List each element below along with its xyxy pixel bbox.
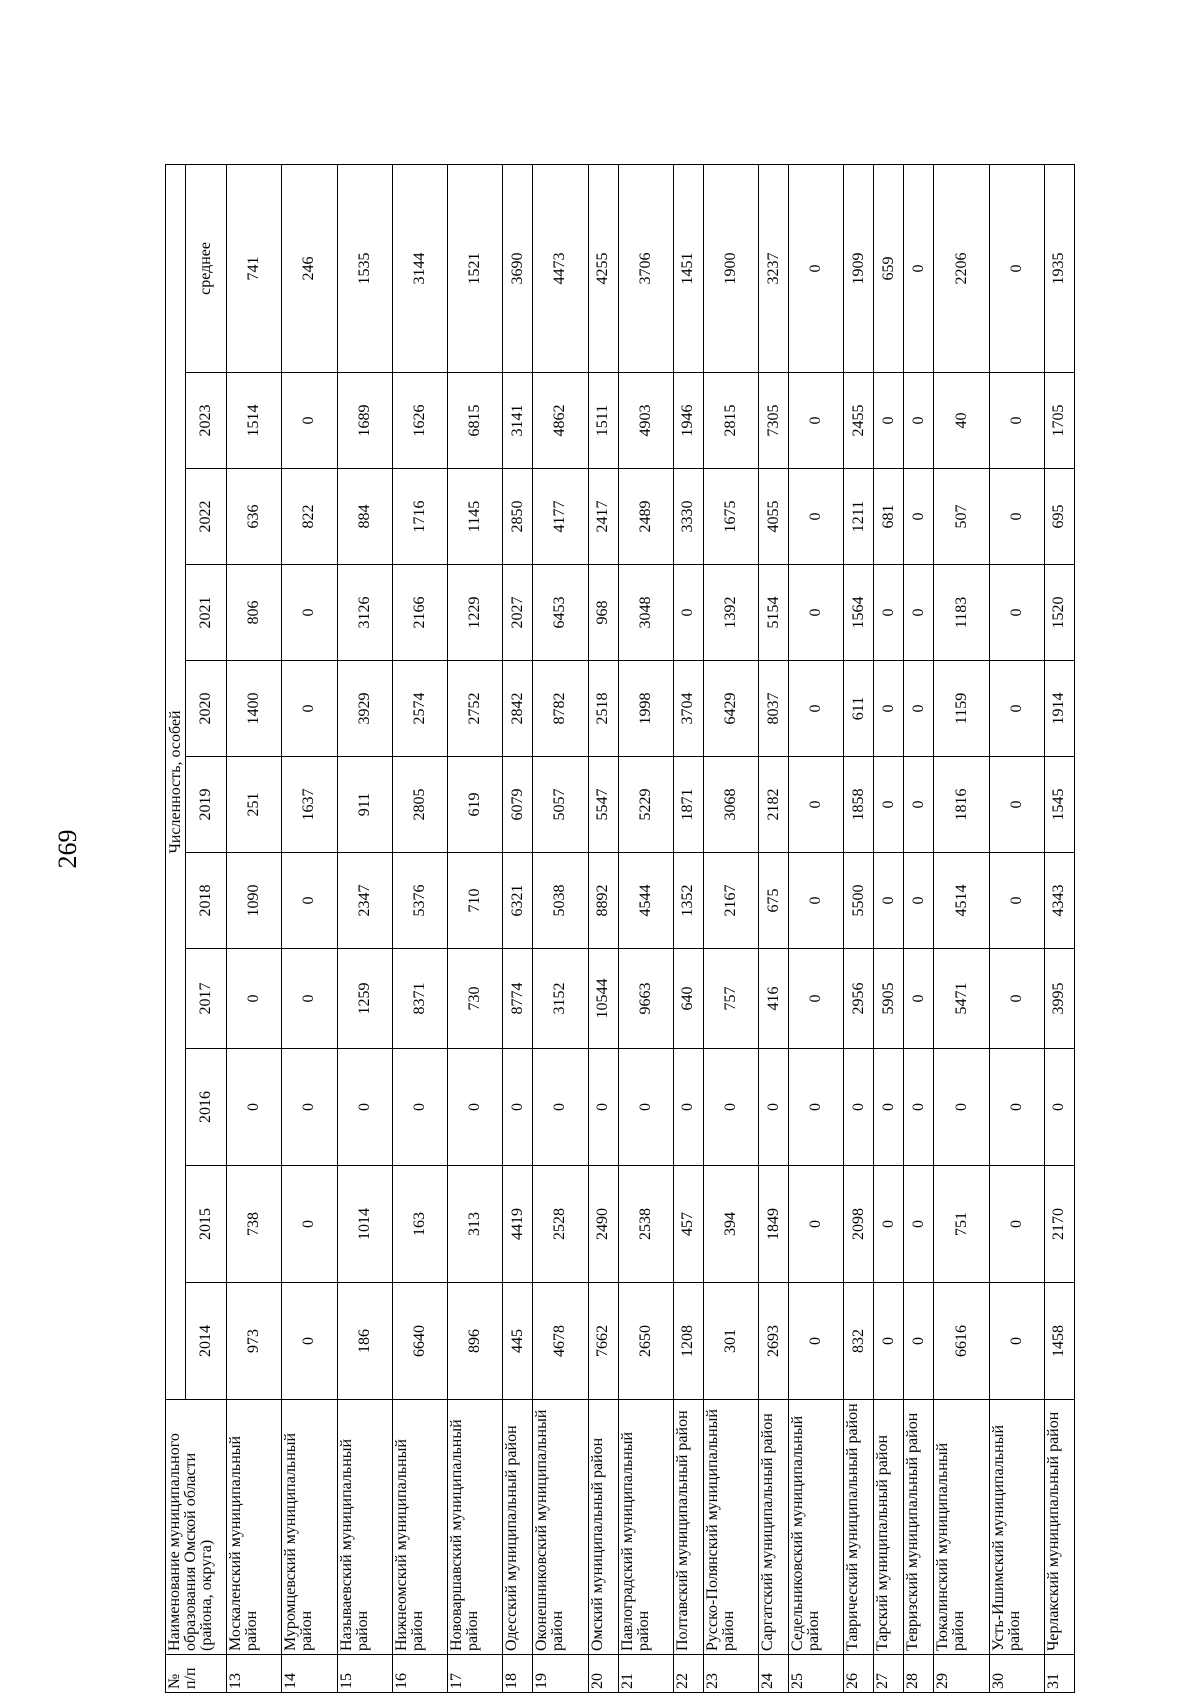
row-value: 1637 (282, 757, 337, 853)
row-value: 0 (904, 469, 934, 565)
row-number: 15 (337, 1655, 392, 1693)
row-name: Тарский муниципальный район (874, 1400, 904, 1655)
row-value: 3141 (503, 373, 533, 469)
row-value: 10544 (588, 949, 618, 1049)
row-name: Черлакский муниципальный район (1044, 1400, 1074, 1655)
row-value: 0 (989, 373, 1044, 469)
row-value: 2650 (618, 1283, 673, 1400)
row-name: Тевризский муниципальный район (904, 1400, 934, 1655)
row-value: 0 (759, 1049, 789, 1166)
row-value: 0 (904, 1166, 934, 1283)
row-value: 1871 (673, 757, 703, 853)
row-name: Таврический муниципальный район (844, 1400, 874, 1655)
row-number: 30 (989, 1655, 1044, 1693)
row-value: 1145 (448, 469, 503, 565)
row-value: 1392 (703, 565, 758, 661)
row-value: 681 (874, 469, 904, 565)
row-value: 301 (703, 1283, 758, 1400)
table-row (1044, 164, 1074, 1692)
table-row (904, 164, 934, 1692)
row-value: 2170 (1044, 1166, 1074, 1283)
header-year: 2021 (186, 565, 227, 661)
row-value: 0 (874, 661, 904, 757)
row-value: 0 (703, 1049, 758, 1166)
row-value: 8892 (588, 853, 618, 949)
row-value: 5057 (533, 757, 588, 853)
row-name: Усть-Ишимский муниципальный район (989, 1400, 1044, 1655)
row-value: 0 (282, 661, 337, 757)
table-row (703, 164, 758, 1692)
header-year: среднее (186, 164, 227, 372)
row-value: 3706 (618, 164, 673, 372)
header-year: 2020 (186, 661, 227, 757)
row-value: 1564 (844, 565, 874, 661)
row-value: 5038 (533, 853, 588, 949)
row-value: 2417 (588, 469, 618, 565)
row-value: 0 (989, 661, 1044, 757)
row-value: 2693 (759, 1283, 789, 1400)
row-value: 0 (904, 661, 934, 757)
row-value: 3126 (337, 565, 392, 661)
row-value: 640 (673, 949, 703, 1049)
row-value: 0 (448, 1049, 503, 1166)
row-value: 1900 (703, 164, 758, 372)
header-year: 2023 (186, 373, 227, 469)
row-value: 0 (337, 1049, 392, 1166)
row-value: 757 (703, 949, 758, 1049)
row-value: 730 (448, 949, 503, 1049)
row-value: 0 (904, 565, 934, 661)
row-value: 0 (282, 853, 337, 949)
row-value: 0 (874, 373, 904, 469)
row-number: 19 (533, 1655, 588, 1693)
row-number: 24 (759, 1655, 789, 1693)
header-year: 2016 (186, 1049, 227, 1166)
row-value: 0 (282, 949, 337, 1049)
row-value: 251 (227, 757, 282, 853)
table-row (618, 164, 673, 1692)
row-number: 26 (844, 1655, 874, 1693)
table-row (673, 164, 703, 1692)
row-value: 611 (844, 661, 874, 757)
row-value: 0 (789, 757, 844, 853)
row-value: 0 (282, 1283, 337, 1400)
row-value: 0 (989, 469, 1044, 565)
row-value: 0 (673, 565, 703, 661)
header-year: 2018 (186, 853, 227, 949)
row-value: 0 (904, 757, 934, 853)
row-value: 0 (227, 1049, 282, 1166)
row-value: 2347 (337, 853, 392, 949)
row-value: 0 (789, 1166, 844, 1283)
row-value: 9663 (618, 949, 673, 1049)
header-year: 2015 (186, 1166, 227, 1283)
row-value: 0 (989, 853, 1044, 949)
row-value: 8782 (533, 661, 588, 757)
row-value: 0 (874, 853, 904, 949)
row-value: 2167 (703, 853, 758, 949)
row-value: 3144 (392, 164, 447, 372)
row-value: 6321 (503, 853, 533, 949)
row-name: Называевский муниципальный район (337, 1400, 392, 1655)
row-value: 4255 (588, 164, 618, 372)
row-value: 2752 (448, 661, 503, 757)
row-value: 1998 (618, 661, 673, 757)
row-value: 6453 (533, 565, 588, 661)
row-value: 4473 (533, 164, 588, 372)
row-value: 0 (789, 164, 844, 372)
row-value: 973 (227, 1283, 282, 1400)
row-value: 7305 (759, 373, 789, 469)
row-value: 0 (789, 949, 844, 1049)
row-value: 0 (789, 853, 844, 949)
header-number: № п/п (166, 1655, 227, 1693)
table-row (503, 164, 533, 1692)
row-value: 0 (618, 1049, 673, 1166)
row-value: 4177 (533, 469, 588, 565)
header-year: 2014 (186, 1283, 227, 1400)
row-number: 20 (588, 1655, 618, 1693)
row-number: 28 (904, 1655, 934, 1693)
table-row (759, 164, 789, 1692)
row-value: 4419 (503, 1166, 533, 1283)
row-value: 5500 (844, 853, 874, 949)
row-value: 5229 (618, 757, 673, 853)
row-value: 2956 (844, 949, 874, 1049)
row-value: 2538 (618, 1166, 673, 1283)
row-value: 0 (904, 853, 934, 949)
row-value: 1514 (227, 373, 282, 469)
row-value: 1909 (844, 164, 874, 372)
row-value: 1458 (1044, 1283, 1074, 1400)
row-value: 2490 (588, 1166, 618, 1283)
row-value: 2182 (759, 757, 789, 853)
table-row (227, 164, 282, 1692)
row-value: 0 (789, 1283, 844, 1400)
row-value: 896 (448, 1283, 503, 1400)
row-number: 17 (448, 1655, 503, 1693)
row-value: 3929 (337, 661, 392, 757)
row-value: 806 (227, 565, 282, 661)
row-value: 0 (904, 164, 934, 372)
row-value: 3152 (533, 949, 588, 1049)
row-value: 1183 (934, 565, 989, 661)
row-value: 3237 (759, 164, 789, 372)
row-value: 5471 (934, 949, 989, 1049)
row-value: 4903 (618, 373, 673, 469)
row-value: 0 (874, 757, 904, 853)
row-value: 741 (227, 164, 282, 372)
row-value: 619 (448, 757, 503, 853)
row-value: 445 (503, 1283, 533, 1400)
row-value: 0 (789, 1049, 844, 1166)
row-value: 6429 (703, 661, 758, 757)
row-value: 0 (989, 1166, 1044, 1283)
row-value: 1159 (934, 661, 989, 757)
row-value: 0 (282, 373, 337, 469)
row-value: 0 (533, 1049, 588, 1166)
row-value: 394 (703, 1166, 758, 1283)
row-value: 2805 (392, 757, 447, 853)
row-value: 4544 (618, 853, 673, 949)
row-value: 0 (904, 373, 934, 469)
row-value: 1352 (673, 853, 703, 949)
row-value: 40 (934, 373, 989, 469)
header-name: Наименование муниципального образования Омской области (района, округа) (166, 1400, 227, 1655)
row-name: Полтавский муниципальный район (673, 1400, 703, 1655)
rotated-table-container (165, 181, 1075, 1693)
row-value: 0 (874, 1049, 904, 1166)
row-value: 2166 (392, 565, 447, 661)
row-value: 1090 (227, 853, 282, 949)
row-value: 1535 (337, 164, 392, 372)
row-value: 1208 (673, 1283, 703, 1400)
row-value: 675 (759, 853, 789, 949)
row-value: 0 (789, 373, 844, 469)
row-value: 3704 (673, 661, 703, 757)
row-value: 4055 (759, 469, 789, 565)
row-name: Седельниковский муниципальный район (789, 1400, 844, 1655)
row-value: 0 (789, 565, 844, 661)
row-value: 0 (989, 949, 1044, 1049)
row-number: 29 (934, 1655, 989, 1693)
table-row (844, 164, 874, 1692)
table-row (533, 164, 588, 1692)
row-value: 7662 (588, 1283, 618, 1400)
row-number: 31 (1044, 1655, 1074, 1693)
row-value: 5547 (588, 757, 618, 853)
row-value: 0 (844, 1049, 874, 1166)
row-value: 751 (934, 1166, 989, 1283)
row-value: 1626 (392, 373, 447, 469)
row-value: 3995 (1044, 949, 1074, 1049)
row-number: 18 (503, 1655, 533, 1693)
row-value: 6815 (448, 373, 503, 469)
row-value: 2455 (844, 373, 874, 469)
table-row (989, 164, 1044, 1692)
table-row (588, 164, 618, 1692)
population-table (165, 164, 1075, 1693)
row-value: 1675 (703, 469, 758, 565)
row-value: 6616 (934, 1283, 989, 1400)
row-value: 1451 (673, 164, 703, 372)
row-value: 3330 (673, 469, 703, 565)
row-value: 884 (337, 469, 392, 565)
row-value: 186 (337, 1283, 392, 1400)
row-value: 0 (989, 164, 1044, 372)
row-value: 0 (874, 1166, 904, 1283)
row-value: 0 (789, 469, 844, 565)
row-value: 1935 (1044, 164, 1074, 372)
row-value: 2098 (844, 1166, 874, 1283)
row-value: 0 (282, 565, 337, 661)
row-value: 0 (282, 1166, 337, 1283)
row-value: 416 (759, 949, 789, 1049)
row-value: 313 (448, 1166, 503, 1283)
row-value: 6640 (392, 1283, 447, 1400)
row-name: Павлоградский муниципальный район (618, 1400, 673, 1655)
row-value: 1689 (337, 373, 392, 469)
header-group: Численность, особей (166, 164, 186, 1399)
row-value: 2850 (503, 469, 533, 565)
row-value: 246 (282, 164, 337, 372)
row-value: 5905 (874, 949, 904, 1049)
row-value: 8774 (503, 949, 533, 1049)
table-row (789, 164, 844, 1692)
row-value: 1511 (588, 373, 618, 469)
row-value: 0 (989, 565, 1044, 661)
row-name: Тюкалинский муниципальный район (934, 1400, 989, 1655)
row-value: 1705 (1044, 373, 1074, 469)
row-name: Одесский муниципальный район (503, 1400, 533, 1655)
table-row (392, 164, 447, 1692)
row-number: 21 (618, 1655, 673, 1693)
row-value: 2518 (588, 661, 618, 757)
page-number: 269 (53, 829, 82, 869)
row-value: 2815 (703, 373, 758, 469)
row-value: 4862 (533, 373, 588, 469)
row-value: 0 (588, 1049, 618, 1166)
row-value: 1946 (673, 373, 703, 469)
header-year: 2022 (186, 469, 227, 565)
row-value: 3690 (503, 164, 533, 372)
row-value: 659 (874, 164, 904, 372)
table-row (934, 164, 989, 1692)
row-value: 1716 (392, 469, 447, 565)
header-year: 2019 (186, 757, 227, 853)
row-value: 2489 (618, 469, 673, 565)
row-value: 0 (227, 949, 282, 1049)
row-value: 911 (337, 757, 392, 853)
row-value: 0 (904, 1049, 934, 1166)
row-value: 4343 (1044, 853, 1074, 949)
row-name: Муромцевский муниципальный район (282, 1400, 337, 1655)
row-value: 1858 (844, 757, 874, 853)
row-value: 0 (392, 1049, 447, 1166)
row-name: Оконешниковский муниципальный район (533, 1400, 588, 1655)
row-value: 710 (448, 853, 503, 949)
row-number: 14 (282, 1655, 337, 1693)
row-value: 8037 (759, 661, 789, 757)
row-value: 968 (588, 565, 618, 661)
row-value: 2574 (392, 661, 447, 757)
row-value: 0 (989, 1283, 1044, 1400)
row-value: 3048 (618, 565, 673, 661)
row-value: 636 (227, 469, 282, 565)
row-value: 1816 (934, 757, 989, 853)
row-value: 6079 (503, 757, 533, 853)
row-value: 0 (904, 1283, 934, 1400)
row-number: 13 (227, 1655, 282, 1693)
row-value: 0 (874, 1283, 904, 1400)
row-value: 8371 (392, 949, 447, 1049)
row-value: 0 (934, 1049, 989, 1166)
row-value: 1520 (1044, 565, 1074, 661)
row-value: 0 (989, 1049, 1044, 1166)
row-value: 4514 (934, 853, 989, 949)
row-value: 1400 (227, 661, 282, 757)
row-value: 0 (503, 1049, 533, 1166)
row-value: 163 (392, 1166, 447, 1283)
row-value: 2842 (503, 661, 533, 757)
row-value: 1545 (1044, 757, 1074, 853)
row-value: 4678 (533, 1283, 588, 1400)
row-number: 16 (392, 1655, 447, 1693)
row-value: 1521 (448, 164, 503, 372)
table-row (282, 164, 337, 1692)
row-value: 695 (1044, 469, 1074, 565)
row-name: Русско-Полянский муниципальный район (703, 1400, 758, 1655)
table-row (337, 164, 392, 1692)
row-value: 1849 (759, 1166, 789, 1283)
row-number: 22 (673, 1655, 703, 1693)
row-value: 2528 (533, 1166, 588, 1283)
row-value: 1014 (337, 1166, 392, 1283)
row-value: 1914 (1044, 661, 1074, 757)
row-number: 27 (874, 1655, 904, 1693)
row-name: Омский муниципальный район (588, 1400, 618, 1655)
row-value: 457 (673, 1166, 703, 1283)
table-row (448, 164, 503, 1692)
header-year: 2017 (186, 949, 227, 1049)
row-value: 0 (874, 565, 904, 661)
row-value: 1229 (448, 565, 503, 661)
row-number: 23 (703, 1655, 758, 1693)
row-value: 0 (673, 1049, 703, 1166)
row-value: 1259 (337, 949, 392, 1049)
row-value: 0 (282, 1049, 337, 1166)
row-value: 507 (934, 469, 989, 565)
row-value: 822 (282, 469, 337, 565)
row-name: Москаленский муниципальный район (227, 1400, 282, 1655)
row-value: 0 (1044, 1049, 1074, 1166)
table-row (874, 164, 904, 1692)
row-value: 1211 (844, 469, 874, 565)
row-name: Саргатский муниципальный район (759, 1400, 789, 1655)
row-value: 3068 (703, 757, 758, 853)
row-value: 2206 (934, 164, 989, 372)
row-value: 2027 (503, 565, 533, 661)
row-name: Нижнеомский муниципальный район (392, 1400, 447, 1655)
row-value: 0 (989, 757, 1044, 853)
row-value: 738 (227, 1166, 282, 1283)
row-value: 832 (844, 1283, 874, 1400)
row-value: 0 (789, 661, 844, 757)
row-value: 0 (904, 949, 934, 1049)
row-number: 25 (789, 1655, 844, 1693)
row-value: 5376 (392, 853, 447, 949)
row-name: Нововаршавский муниципальный район (448, 1400, 503, 1655)
row-value: 5154 (759, 565, 789, 661)
